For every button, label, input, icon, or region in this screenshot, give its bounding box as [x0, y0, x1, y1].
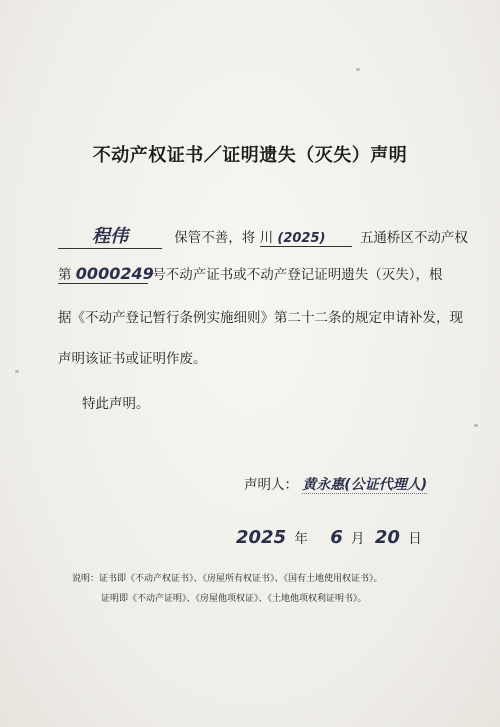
cert-year-handwritten: (2025) [277, 231, 326, 246]
body-line-1 [58, 222, 468, 249]
body-line-3: 据《不动产登记暂行条例实施细则》第二十二条的规定申请补发，现 [58, 310, 463, 326]
body-text: 保管不善，将 [174, 230, 256, 246]
body-text: 号不动产证书或不动产登记证明遗失（灭失），根 [152, 267, 443, 283]
date-line [236, 527, 422, 548]
body-line-4: 声明该证书或证明作废。 [58, 351, 207, 367]
date-year-handwritten: 2025 [236, 527, 287, 548]
cert-district: 五通桥区不动产权 [359, 230, 468, 246]
note-line-1: 说明：证书即《不动产权证书》、《房屋所有权证书》、《国有土地使用权证书》。 [72, 574, 383, 584]
cert-prefix-field [260, 226, 352, 247]
date-day-label: 日 [408, 531, 422, 547]
body-line-5: 特此声明。 [82, 396, 150, 412]
cert-number-handwritten: 0000249 [75, 264, 154, 283]
date-month-handwritten: 6 [330, 527, 343, 548]
paper-speck [356, 68, 360, 71]
page-title: 不动产权证书／证明遗失（灭失）声明 [92, 145, 408, 166]
declarant-signature: 黄永惠(公证代理人) [302, 477, 428, 493]
body-line-2 [58, 263, 443, 284]
declarant-line [244, 473, 427, 494]
note-line-2: 证明即《不动产证明》、《房屋他项权证》、《土地他项权利证明书》。 [101, 594, 367, 604]
cert-region: 川 [259, 230, 274, 246]
cert-di: 第 [58, 267, 72, 283]
date-month-label: 月 [351, 531, 365, 547]
paper-speck [15, 370, 19, 373]
date-day-handwritten: 20 [374, 527, 400, 548]
declarant-label: 声明人： [244, 477, 298, 493]
paper-speck [474, 424, 478, 427]
date-year-label: 年 [294, 531, 308, 547]
cert-number-field [58, 263, 154, 284]
owner-name-handwritten: 程伟 [58, 222, 162, 249]
